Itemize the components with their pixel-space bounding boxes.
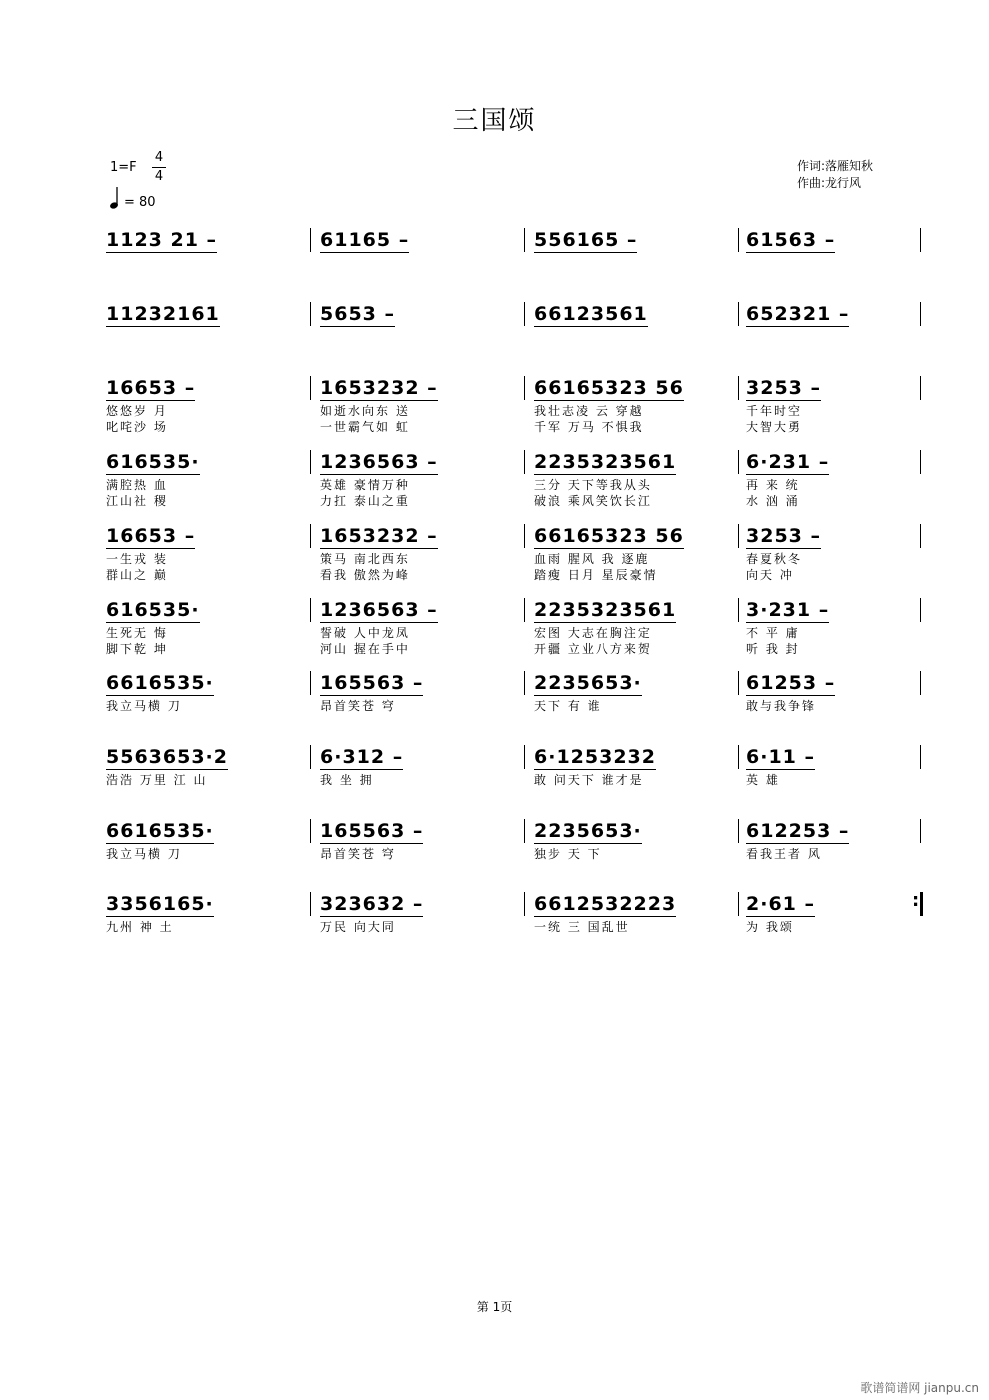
measure-notes: 556165 – — [534, 229, 638, 251]
barline — [524, 671, 525, 695]
lyric-verse-2: 踏瘦 日月 星辰豪情 — [534, 568, 658, 582]
lyric-verse-2: 看我 傲然为峰 — [320, 568, 410, 582]
lyric-verse-1: 一统 三 国乱世 — [534, 920, 630, 934]
measure-notes: 652321 – — [746, 303, 850, 325]
song-title: 三国颂 — [452, 106, 537, 136]
barline — [920, 524, 921, 548]
lyric-verse-1: 誓破 人中龙凤 — [320, 626, 410, 640]
lyric-verse-2: 向天 冲 — [746, 568, 794, 582]
lyric-verse-1: 再 来 统 — [746, 478, 800, 492]
barline — [524, 892, 525, 916]
measure-notes: 616535· — [106, 451, 200, 473]
barline — [920, 302, 921, 326]
key-signature: 1=F — [110, 160, 137, 175]
barline — [738, 598, 739, 622]
lyric-verse-1: 英 雄 — [746, 773, 780, 787]
measure-notes: 61253 – — [746, 672, 836, 694]
lyric-verse-2: 破浪 乘风笑饮长江 — [534, 494, 652, 508]
measure-notes: 3·231 – — [746, 599, 830, 621]
barline — [920, 598, 921, 622]
barline — [738, 376, 739, 400]
lyric-verse-2: 开疆 立业八方来贺 — [534, 642, 652, 656]
measure-notes: 3356165· — [106, 893, 214, 915]
barline — [310, 819, 311, 843]
measure-notes: 6616535· — [106, 672, 214, 694]
lyricist: 作词:落雁知秋 — [797, 159, 874, 173]
measure-notes: 1653232 – — [320, 525, 438, 547]
lyric-verse-1: 千年时空 — [746, 404, 803, 418]
credits — [797, 158, 873, 192]
barline — [738, 450, 739, 474]
lyric-verse-2: 河山 握在手中 — [320, 642, 410, 656]
lyric-verse-2: 叱咤沙 场 — [106, 420, 168, 434]
barline — [310, 228, 311, 252]
measure-notes: 2235653· — [534, 672, 642, 694]
measure-notes: 612253 – — [746, 820, 850, 842]
measure-notes: 3253 – — [746, 525, 821, 547]
lyric-verse-1: 我壮志凌 云 穿越 — [534, 404, 644, 418]
measure-notes: 5563653·2 — [106, 746, 228, 768]
measure-notes: 1123 21 – — [106, 229, 218, 251]
measure-notes: 2235653· — [534, 820, 642, 842]
measure-notes: 2235323561 — [534, 599, 677, 621]
measure-notes: 616535· — [106, 599, 200, 621]
lyric-verse-2: 脚下乾 坤 — [106, 642, 168, 656]
measure-notes: 61563 – — [746, 229, 836, 251]
measure-notes: 323632 – — [320, 893, 424, 915]
lyric-verse-2: 力扛 泰山之重 — [320, 494, 410, 508]
lyric-verse-1: 浩浩 万里 江 山 — [106, 773, 208, 787]
lyric-verse-1: 三分 天下等我从头 — [534, 478, 652, 492]
measure-notes: 6612532223 — [534, 893, 677, 915]
lyric-verse-1: 昂首笑苍 穹 — [320, 847, 396, 861]
barline — [738, 892, 739, 916]
barline — [920, 450, 921, 474]
barline — [920, 671, 921, 695]
measure-notes: 61165 – — [320, 229, 410, 251]
measure-notes: 66123561 — [534, 303, 648, 325]
barline — [738, 302, 739, 326]
lyric-verse-2: 听 我 封 — [746, 642, 800, 656]
measure-notes: 2235323561 — [534, 451, 677, 473]
measure-notes: 66165323 56 — [534, 377, 684, 399]
measure-notes: 1653232 – — [320, 377, 438, 399]
measure-notes: 1236563 – — [320, 599, 438, 621]
lyric-verse-1: 悠悠岁 月 — [106, 404, 168, 418]
lyric-verse-1: 英雄 豪情万种 — [320, 478, 410, 492]
barline — [920, 376, 921, 400]
barline — [310, 450, 311, 474]
lyric-verse-1: 九州 神 土 — [106, 920, 174, 934]
lyric-verse-1: 昂首笑苍 穹 — [320, 699, 396, 713]
measure-notes: 6·312 – — [320, 746, 404, 768]
lyric-verse-1: 敢 问天下 谁才是 — [534, 773, 644, 787]
barline — [738, 228, 739, 252]
barline — [524, 819, 525, 843]
measure-notes: 11232161 — [106, 303, 220, 325]
lyric-verse-1: 万民 向大同 — [320, 920, 396, 934]
time-signature-top: 4 — [154, 150, 164, 165]
time-signature-bottom: 4 — [154, 169, 164, 184]
barline — [524, 228, 525, 252]
lyric-verse-2: 江山社 稷 — [106, 494, 168, 508]
tempo-marking — [110, 186, 156, 210]
barline — [310, 302, 311, 326]
barline — [738, 745, 739, 769]
tempo-value: = 80 — [124, 195, 156, 210]
lyric-verse-1: 我 坐 拥 — [320, 773, 374, 787]
lyric-verse-1: 如逝水向东 送 — [320, 404, 410, 418]
lyric-verse-1: 一生戎 装 — [106, 552, 168, 566]
time-signature — [152, 150, 166, 185]
lyric-verse-1: 敢与我争锋 — [746, 699, 817, 713]
watermark: 歌谱简谱网 jianpu.cn — [860, 1381, 979, 1395]
lyric-verse-2: 大智大勇 — [746, 420, 803, 434]
barline — [310, 671, 311, 695]
barline — [524, 376, 525, 400]
lyric-verse-1: 独步 天 下 — [534, 847, 602, 861]
lyric-verse-2: 群山之 巅 — [106, 568, 168, 582]
lyric-verse-2: 千军 万马 不惧我 — [534, 420, 644, 434]
lyric-verse-1: 满腔热 血 — [106, 478, 168, 492]
lyric-verse-1: 策马 南北西东 — [320, 552, 410, 566]
barline — [524, 598, 525, 622]
measure-notes: 2·61 – — [746, 893, 815, 915]
barline — [920, 819, 921, 843]
barline — [524, 524, 525, 548]
quarter-note-icon — [110, 186, 120, 210]
barline — [738, 671, 739, 695]
lyric-verse-1: 天下 有 谁 — [534, 699, 602, 713]
lyric-verse-2: 水 汹 涌 — [746, 494, 800, 508]
barline — [920, 745, 921, 769]
barline — [920, 892, 923, 916]
barline — [310, 892, 311, 916]
barline — [524, 745, 525, 769]
measure-notes: 6·11 – — [746, 746, 815, 768]
page-number: 第 1页 — [476, 1300, 513, 1314]
measure-notes: 3253 – — [746, 377, 821, 399]
measure-notes: 6·1253232 — [534, 746, 656, 768]
lyric-verse-1: 血雨 腥风 我 逐鹿 — [534, 552, 650, 566]
measure-notes: 5653 – — [320, 303, 395, 325]
barline — [738, 819, 739, 843]
barline — [738, 524, 739, 548]
measure-notes: 66165323 56 — [534, 525, 684, 547]
barline — [310, 524, 311, 548]
measure-notes: 6·231 – — [746, 451, 830, 473]
barline — [524, 302, 525, 326]
composer: 作曲:龙行风 — [797, 176, 862, 190]
measure-notes: 165563 – — [320, 672, 424, 694]
measure-notes: 16653 – — [106, 377, 196, 399]
lyric-verse-1: 我立马横 刀 — [106, 847, 182, 861]
barline — [920, 228, 921, 252]
barline — [310, 376, 311, 400]
barline — [310, 598, 311, 622]
measure-notes: 16653 – — [106, 525, 196, 547]
lyric-verse-1: 生死无 悔 — [106, 626, 168, 640]
measure-notes: 1236563 – — [320, 451, 438, 473]
lyric-verse-1: 看我王者 风 — [746, 847, 822, 861]
barline — [310, 745, 311, 769]
lyric-verse-1: 春夏秋冬 — [746, 552, 803, 566]
lyric-verse-1: 不 平 庸 — [746, 626, 800, 640]
lyric-verse-1: 宏图 大志在胸注定 — [534, 626, 652, 640]
lyric-verse-1: 为 我颂 — [746, 920, 794, 934]
lyric-verse-2: 一世霸气如 虹 — [320, 420, 410, 434]
lyric-verse-1: 我立马横 刀 — [106, 699, 182, 713]
barline — [524, 450, 525, 474]
measure-notes: 165563 – — [320, 820, 424, 842]
measure-notes: 6616535· — [106, 820, 214, 842]
